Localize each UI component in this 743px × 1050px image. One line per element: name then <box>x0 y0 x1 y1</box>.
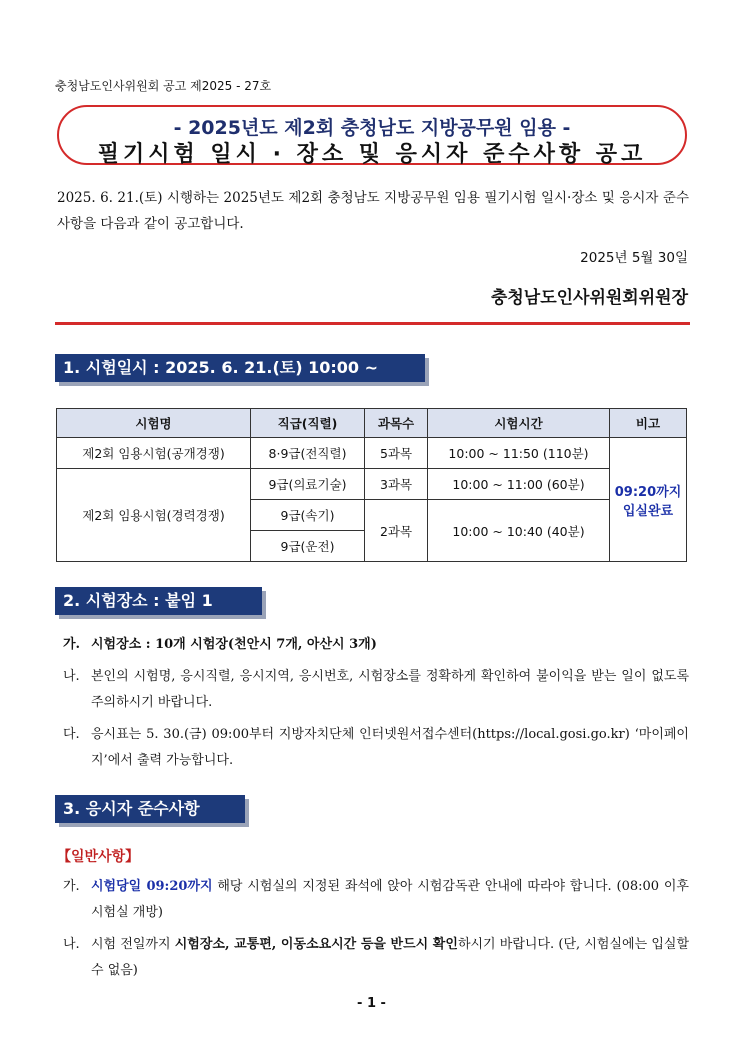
section-2-heading: 2. 시험장소 : 붙임 1 <box>55 587 262 615</box>
general-rules-heading: 【일반사항】 <box>57 849 140 865</box>
intro-paragraph: 2025. 6. 21.(토) 시행하는 2025년도 제2회 충청남도 지방공무원 임용 필기시험 일시·장소 및 응시자 준수사항을 다음과 같이 공고합니다. <box>57 190 689 232</box>
table-row <box>57 469 687 500</box>
list-item <box>63 722 689 774</box>
item-label: 가. <box>63 879 80 894</box>
item-text-wrap <box>91 874 689 926</box>
table-cell: 8·9급(전직렬) <box>251 438 365 469</box>
list-item <box>63 664 689 716</box>
table-cell: 제2회 임용시험(공개경쟁) <box>57 438 251 469</box>
title-line-2: 필기시험 일시 · 장소 및 응시자 준수사항 공고 <box>97 142 647 167</box>
item-text: 응시표는 5. 30.(금) 09:00부터 지방자치단체 인터넷원서접수센터(https://local.gosi.go.kr) ‘마이페이지’에서 출력 가능합니다. <box>91 727 689 768</box>
table-cell: 제2회 임용시험(경력경쟁) <box>57 469 251 562</box>
table-cell: 9급(의료기술) <box>251 469 365 500</box>
table-cell: 3과목 <box>365 469 428 500</box>
bold-text: 시험장소, 교통편, 이동소요시간 등을 반드시 확인 <box>174 937 458 952</box>
issuer-name: 충청남도인사위원회위원장 <box>490 288 688 308</box>
table-row <box>57 438 687 469</box>
table-header: 과목수 <box>365 409 428 438</box>
table-header: 시험명 <box>57 409 251 438</box>
table-header: 직급(직렬) <box>251 409 365 438</box>
table-cell: 10:00 ~ 11:50 (110분) <box>428 438 610 469</box>
highlight-text: 시험당일 09:20까지 <box>91 879 213 894</box>
page-number: - 1 - <box>357 996 386 1011</box>
item-label: 나. <box>63 669 80 684</box>
table-cell: 10:00 ~ 10:40 (40분) <box>428 500 610 562</box>
table-header-row <box>57 409 687 438</box>
list-item <box>63 874 689 926</box>
title-line-1: - 2025년도 제2회 충청남도 지방공무원 임용 - <box>173 117 571 139</box>
table-cell: 9급(운전) <box>251 531 365 562</box>
item-text: 하시기 바랍니다. (단, 시험실에는 입실할 수 없음) <box>91 937 689 978</box>
item-text: 시험 전일까지 <box>91 937 175 952</box>
item-label: 나. <box>63 937 80 952</box>
section-3-heading: 3. 응시자 준수사항 <box>55 795 245 823</box>
notice-number: 충청남도인사위원회 공고 제2025 - 27호 <box>55 79 272 93</box>
section-1-heading: 1. 시험일시 : 2025. 6. 21.(토) 10:00 ~ <box>55 354 425 382</box>
item-text: 본인의 시험명, 응시직렬, 응시지역, 응시번호, 시험장소를 정확하게 확인하여 불이익을 받는 일이 없도록 주의하시기 바랍니다. <box>91 669 689 710</box>
table-note: 09:20까지 입실완료 <box>610 438 687 562</box>
list-item <box>63 632 689 658</box>
table-header: 시험시간 <box>428 409 610 438</box>
exam-schedule-table <box>56 408 687 562</box>
item-text: 시험장소 : 10개 시험장(천안시 7개, 아산시 3개) <box>91 637 377 652</box>
table-cell: 5과목 <box>365 438 428 469</box>
table-cell: 9급(속기) <box>251 500 365 531</box>
item-text: 해당 시험실의 지정된 좌석에 앉아 시험감독관 안내에 따라야 합니다. (08:00 이후 시험실 개방) <box>91 879 689 920</box>
table-cell: 10:00 ~ 11:00 (60분) <box>428 469 610 500</box>
divider <box>55 322 690 325</box>
item-text-wrap <box>91 932 689 984</box>
item-label: 가. <box>63 637 81 652</box>
table-header: 비고 <box>610 409 687 438</box>
item-label: 다. <box>63 727 80 742</box>
list-item <box>63 932 689 984</box>
table-cell: 2과목 <box>365 500 428 562</box>
notice-date: 2025년 5월 30일 <box>580 250 688 266</box>
